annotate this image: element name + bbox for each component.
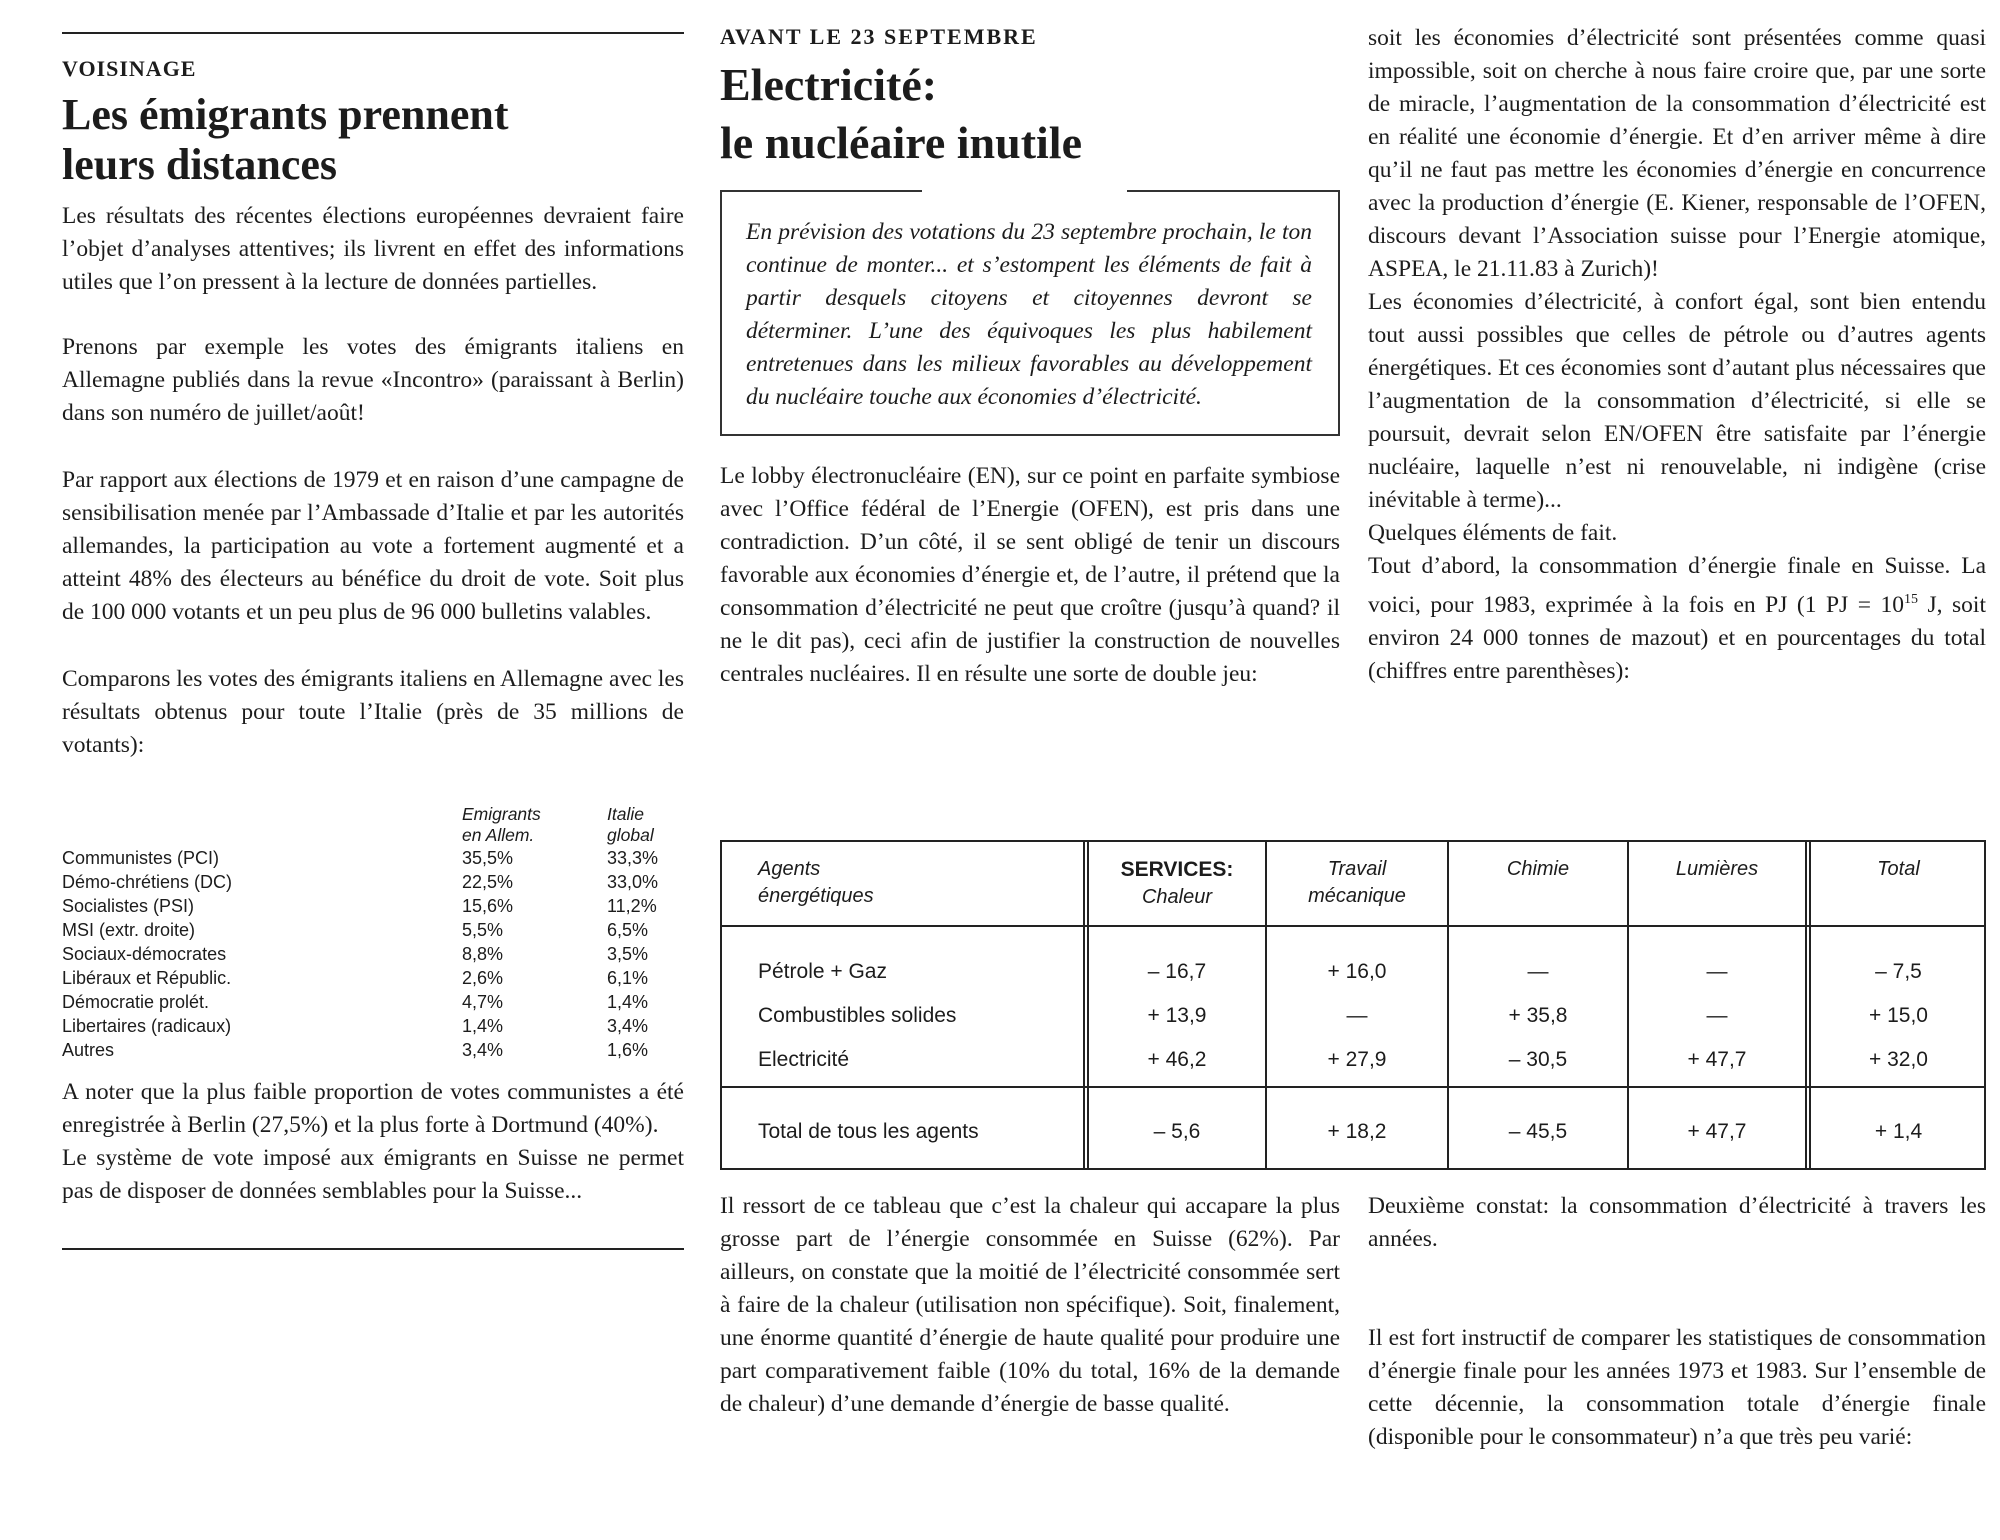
header-total: Total [1877, 858, 1920, 880]
right-kicker: AVANT LE 23 SEPTEMBRE [720, 24, 1038, 49]
bottom-rule [62, 1248, 684, 1250]
right-article-column-2 [1368, 0, 1986, 688]
right-headline-line1: Electricité: [720, 59, 938, 110]
right-body-col3-a: soit les économies d’électricité sont présentées comme quasi impossible, soit on cherche à nous faire croire que, par une sorte de miracle, l’augmentation de la consommation d’électricité est en réalité une économie d’énergie. Et d’en arriver même à dire qu’il ne faut pas mettre les économies d’énergie en concurrence avec la production d’énergie (E. Kiener, responsable de l’OFEN, discours devant l’Association suisse pour l’Energie atomique, ASPEA, le 21.11.83 à Zurich)! [1368, 25, 1986, 282]
header-lumieres: Lumières [1675, 858, 1759, 880]
row-petrole-total: – 7,5 [1875, 960, 1922, 983]
intro-box [720, 190, 1340, 436]
row-combustibles-travail: — [1346, 1004, 1368, 1027]
row-electricite-chimie: – 30,5 [1508, 1048, 1568, 1071]
table-row: MSI (extr. droite) 5,5% 6,5% [62, 920, 649, 940]
votes-col-italie-header: Italie global [607, 804, 654, 845]
table-row: Socialistes (PSI) 15,6% 11,2% [62, 896, 657, 916]
row-divider [722, 1086, 1984, 1088]
left-paragraph-1: Les résultats des récentes élections européennes devraient faire l’objet d’analyses attentives; ils livrent en effet des informations utiles que l’on pressent à la lecture de données partielles. [62, 203, 684, 295]
table-row: Sociaux-démocrates 8,8% 3,5% [62, 944, 649, 964]
votes-table [62, 804, 702, 1062]
row-petrole-chaleur: – 16,7 [1147, 960, 1207, 983]
top-rule [62, 32, 684, 34]
row-petrole-travail: + 16,0 [1327, 960, 1387, 983]
table-row: Communistes (PCI) 35,5% 33,3% [62, 848, 659, 868]
right-headline [720, 56, 1340, 172]
comparison-paragraph: Il est fort instructif de comparer les statistiques de consommation d’énergie finale pour les années 1973 et 1983. Sur l’ensemble de cette décennie, la consommation totale d’énergie finale (disponible pour le consommateur) n’a que très peu varié: [1368, 1325, 1986, 1450]
row-total-chaleur: – 5,6 [1153, 1120, 1201, 1143]
left-paragraph-3: Par rapport aux élections de 1979 et en raison d’une campagne de sensibilisation menée par l’Ambassade d’Italie et par les autorités allemandes, la participation au vote a fortement augmenté et a atteint 48% des électeurs au bénéfice du droit de vote. Soit plus de 100 000 votants et un peu plus de 96 000 bulletins valables. [62, 467, 684, 625]
table-row: Démocratie prolét. 4,7% 1,4% [62, 992, 649, 1012]
box-top-gap [922, 188, 1127, 194]
header-chimie: Chimie [1506, 858, 1570, 880]
left-headline-line2: leurs distances [62, 140, 337, 189]
row-electricite-travail: + 27,9 [1327, 1048, 1387, 1071]
after-table-column-1 [720, 1190, 1340, 1421]
right-body-col3-b: Les économies d’électricité, à confort égal, sont bien entendu tout aussi possibles que celles de pétrole ou d’autres agents énergétiques. Et ces économies sont d’autant plus nécessaires que l’augmentation de la consommation d’électricité, si elle se poursuit, devrait selon EN/OFEN être satisfaite par l’énergie nucléaire, laquelle n’est ni renouvelable, ni indigène (crise inévitable à terme)... [1368, 289, 1986, 513]
row-electricite-total: + 32,0 [1869, 1048, 1928, 1071]
row-total-chimie: – 45,5 [1508, 1120, 1568, 1143]
table-row: Libertaires (radicaux) 1,4% 3,4% [62, 1016, 649, 1036]
right-body-col3-c: Quelques éléments de fait. [1368, 520, 1618, 546]
row-combustibles-chaleur: + 13,9 [1147, 1004, 1207, 1027]
after-table-paragraph: Il ressort de ce tableau que c’est la chaleur qui accapare la plus grosse part de l’énergie consommée en Suisse (62%). Par ailleurs, on constate que la moitié de l’électricité consommée sert à faire de la chaleur (utilisation non spécifique). Soit, finalement, une énorme quantité d’énergie de haute qualité pour produire une part comparativement faible (10% du total, 16% de la demande de chaleur) d’une demande d’énergie de basse qualité. [720, 1193, 1340, 1417]
row-total-total: + 1,4 [1874, 1120, 1923, 1143]
votes-col-emigrants-header: Emigrants en Allem. [462, 804, 541, 845]
left-closing-1: A noter que la plus faible proportion de votes communistes a été enregistrée à Berlin (27,5%) et la plus forte à Dortmund (40%). [62, 1079, 684, 1138]
row-electricite-lumieres: + 47,7 [1687, 1048, 1747, 1071]
header-travail: Travail mécanique [1308, 858, 1406, 907]
row-combustibles-total: + 15,0 [1869, 1004, 1928, 1027]
second-finding: Deuxième constat: la consommation d’électricité à travers les années. [1368, 1193, 1986, 1252]
left-paragraph-4: Comparons les votes des émigrants italiens en Allemagne avec les résultats obtenus pour toute l’Italie (près de 35 millions de votants): [62, 666, 684, 758]
row-total-lumieres: + 47,7 [1687, 1120, 1747, 1143]
left-closing-2: Le système de vote imposé aux émigrants en Suisse ne permet pas de disposer de données semblables pour la Suisse... [62, 1145, 684, 1204]
row-total-travail: + 18,2 [1327, 1120, 1387, 1143]
row-electricite-agent: Electricité [758, 1048, 850, 1071]
left-headline [62, 90, 684, 190]
intro-text: En prévision des votations du 23 septembre prochain, le ton continue de monter... et s’estompent les éléments de fait à partir desquels citoyens et citoyennes devront se déterminer. L’une des équivoques les plus habilement entretenues dans les milieux favorables au développement du nucléaire touche aux économies d’électricité. [746, 219, 1312, 410]
right-article-column-1 [720, 0, 1340, 691]
table-row: Autres 3,4% 1,6% [62, 1040, 649, 1060]
row-petrole-chimie: — [1527, 960, 1549, 983]
table-row: Démo-chrétiens (DC) 22,5% 33,0% [62, 872, 659, 892]
row-divider [722, 925, 1984, 927]
table-row: Libéraux et Républic. 2,6% 6,1% [62, 968, 649, 988]
row-electricite-chaleur: + 46,2 [1147, 1048, 1207, 1071]
right-body-col3-d: Tout d’abord, la consommation d’énergie finale en Suisse. La voici, pour 1983, exprimée à la fois en PJ (1 PJ = $10^{15}$ J, soit environ 24 000 tonnes de mazout) et en pourcentages du total (chiffres entre parenthèses): [1368, 553, 1986, 684]
left-paragraph-2: Prenons par exemple les votes des émigrants italiens en Allemagne publiés dans la revue «Incontro» (paraissant à Berlin) dans son numéro de juillet/août! [62, 334, 684, 426]
right-body-col2: Le lobby électronucléaire (EN), sur ce point en parfaite symbiose avec l’Office fédéral de l’Energie (OFEN), est pris dans une contradiction. D’un côté, il se sent obligé de tenir un discours favorable aux économies d’énergie et, de l’autre, il prétend que la consommation d’électricité ne peut que croître (jusqu’à quand? il ne le dit pas), ceci afin de justifier la construction de nouvelles centrales nucléaires. Il en résulte une sorte de double jeu: [720, 463, 1340, 687]
left-kicker: VOISINAGE [62, 56, 197, 81]
row-combustibles-chimie: + 35,8 [1508, 1004, 1568, 1027]
energy-table [720, 840, 1986, 1170]
left-article [62, 0, 684, 1250]
row-combustibles-lumieres: — [1706, 1004, 1728, 1027]
row-combustibles-agent: Combustibles solides [758, 1004, 957, 1027]
after-table-column-2 [1368, 1190, 1986, 1454]
right-headline-line2: le nucléaire inutile [720, 117, 1083, 168]
row-petrole-lumieres: — [1706, 960, 1728, 983]
row-total-agent: Total de tous les agents [758, 1120, 979, 1143]
left-headline-line1: Les émigrants prennent [62, 90, 509, 139]
votes-table-header [62, 804, 702, 846]
row-petrole-agent: Pétrole + Gaz [758, 960, 887, 983]
header-chaleur: SERVICES: Chaleur [1120, 858, 1234, 908]
header-agents: Agents énergétiques [758, 858, 874, 907]
